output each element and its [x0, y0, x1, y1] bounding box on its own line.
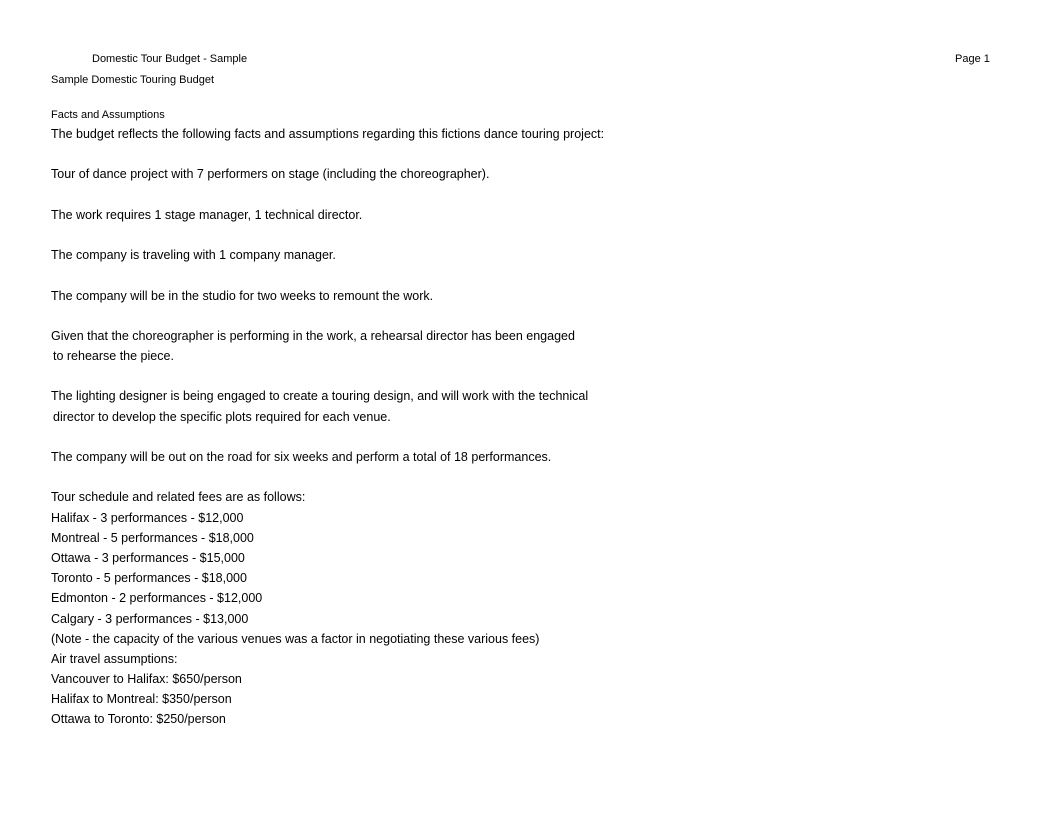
document-subtitle: Sample Domestic Touring Budget — [51, 74, 215, 86]
text-line: Tour schedule and related fees are as follows: — [51, 490, 306, 505]
blank-line — [51, 366, 1011, 386]
blank-line — [51, 185, 1011, 205]
blank-line — [51, 265, 1011, 285]
text-line: The company will be in the studio for two weeks to remount the work. — [51, 288, 434, 303]
text-line: (Note - the capacity of the various venues was a factor in negotiating these various fees) — [51, 631, 540, 646]
travel-item: Halifax to Montreal: $350/person — [51, 692, 232, 707]
schedule-item: Montreal - 5 performances - $18,000 — [51, 530, 254, 545]
page-header-title: Domestic Tour Budget - Sample — [92, 53, 248, 65]
blank-line — [51, 467, 1011, 487]
blank-line — [51, 427, 1011, 447]
document-body — [51, 124, 1011, 730]
schedule-item: Calgary - 3 performances - $13,000 — [51, 611, 249, 626]
text-line: The lighting designer is being engaged to create a touring design, and will work with the technical — [51, 389, 589, 404]
text-line: Air travel assumptions: — [51, 651, 178, 666]
blank-line — [51, 306, 1011, 326]
text-line: The company will be out on the road for six weeks and perform a total of 18 performances. — [51, 450, 552, 464]
text-line: The budget reflects the following facts and assumptions regarding this fictions dance touring project: — [51, 127, 605, 141]
text-line: Tour of dance project with 7 performers on stage (including the choreographer). — [51, 167, 490, 182]
text-line: The company is traveling with 1 company manager. — [51, 248, 336, 263]
section-heading: Facts and Assumptions — [51, 109, 165, 121]
schedule-item: Toronto - 5 performances - $18,000 — [51, 571, 247, 586]
blank-line — [51, 225, 1011, 245]
schedule-item: Halifax - 3 performances - $12,000 — [51, 510, 244, 525]
text-line: director to develop the specific plots required for each venue. — [53, 409, 391, 424]
text-line: The work requires 1 stage manager, 1 technical director. — [51, 207, 363, 222]
schedule-item: Edmonton - 2 performances - $12,000 — [51, 591, 263, 606]
blank-line — [51, 144, 1011, 164]
text-line: Given that the choreographer is performing in the work, a rehearsal director has been engaged — [51, 328, 575, 343]
schedule-item: Ottawa - 3 performances - $15,000 — [51, 550, 245, 565]
travel-item: Vancouver to Halifax: $650/person — [51, 672, 242, 687]
page-number: Page 1 — [955, 53, 990, 65]
travel-item: Ottawa to Toronto: $250/person — [51, 712, 226, 727]
text-line: to rehearse the piece. — [53, 349, 174, 364]
